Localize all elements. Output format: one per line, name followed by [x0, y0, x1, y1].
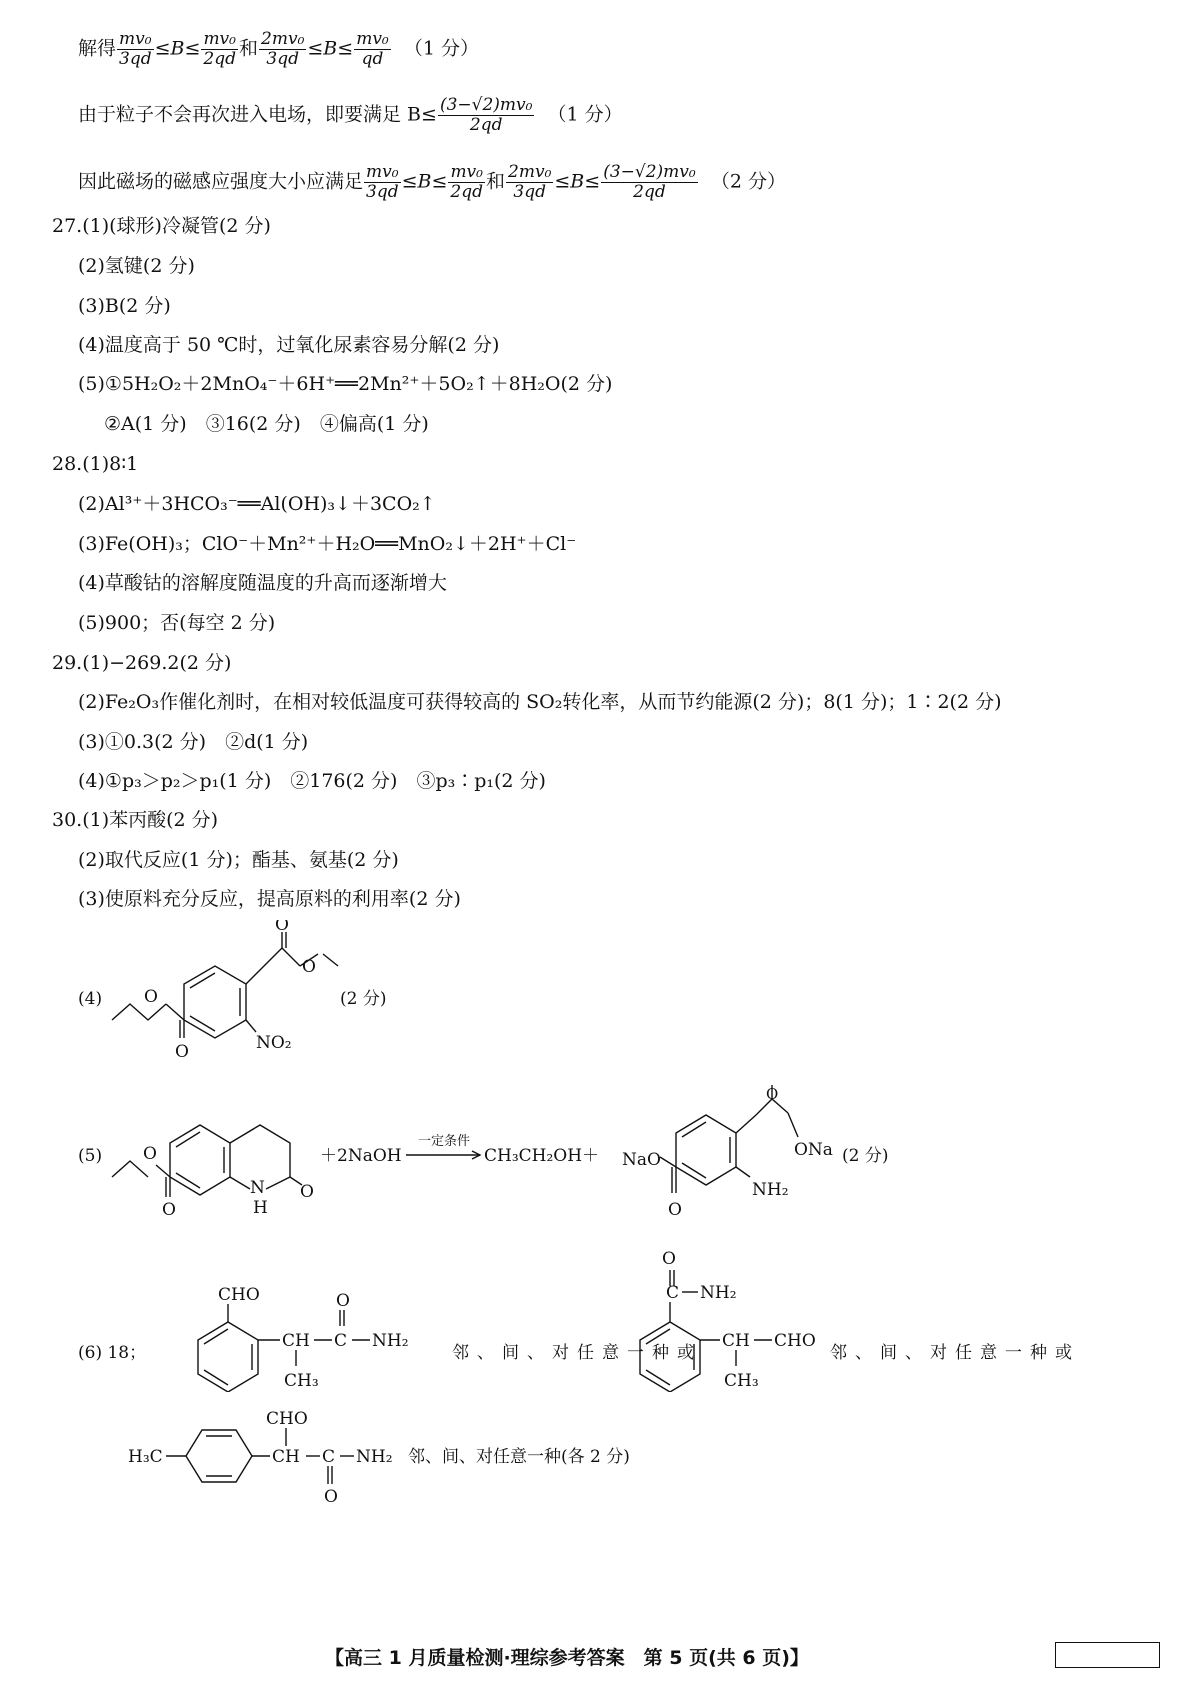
svg-text:NH₂: NH₂	[700, 1283, 737, 1303]
svg-text:O: O	[143, 1144, 157, 1164]
svg-text:(5): (5)	[78, 1146, 103, 1166]
q28-line-2: (2)Al³⁺＋3HCO₃⁻══Al(OH)₃↓＋3CO₂↑	[78, 493, 436, 515]
q30-part6-row1	[70, 1232, 1180, 1392]
q30-line-3: (3)使原料充分反应，提高原料的利用率(2 分)	[78, 888, 461, 910]
q30-part6-row2	[120, 1400, 720, 1530]
svg-text:O: O	[668, 1200, 682, 1220]
svg-text:O: O	[336, 1291, 350, 1311]
svg-text:NH₂: NH₂	[356, 1447, 393, 1467]
q27-line-2: (2)氢键(2 分)	[78, 255, 195, 277]
svg-text:邻、间、对任意一种或: 邻、间、对任意一种或	[452, 1343, 702, 1363]
svg-text:CH: CH	[282, 1331, 310, 1351]
svg-text:(2 分): (2 分)	[340, 989, 387, 1009]
physics-line-2: 由于粒子不会再次进入电场，即要满足 B≤ $\frac{\text{(3−√2)mv₀}}{2qd}$ （1 分）	[78, 95, 623, 135]
svg-text:NH₂: NH₂	[752, 1180, 789, 1200]
svg-text:N: N	[250, 1178, 265, 1198]
svg-text:C: C	[666, 1283, 680, 1303]
q29-line-1: 29.(1)−269.2(2 分)	[52, 652, 232, 674]
svg-text:一定条件: 一定条件	[418, 1134, 471, 1149]
svg-text:C: C	[322, 1447, 336, 1467]
q27-line-3: (3)B(2 分)	[78, 295, 171, 317]
q27-line-4: (4)温度高于 50 ℃时，过氧化尿素容易分解(2 分)	[78, 334, 500, 356]
q30-part4-structure	[70, 920, 430, 1080]
svg-text:O: O	[324, 1487, 338, 1507]
svg-text:邻、间、对任意一种(各 2 分): 邻、间、对任意一种(各 2 分)	[408, 1447, 630, 1467]
svg-text:O: O	[300, 1182, 314, 1202]
q29-line-2: (2)Fe₂O₃作催化剂时，在相对较低温度可获得较高的 SO₂转化率，从而节约能源(2 分)；8(1 分)；1∶2(2 分)	[78, 691, 1002, 713]
svg-text:ONa: ONa	[794, 1140, 833, 1160]
svg-text:NH₂: NH₂	[372, 1331, 409, 1351]
svg-text:O: O	[162, 1200, 176, 1220]
svg-text:H: H	[253, 1198, 268, 1218]
svg-text:(2 分): (2 分)	[842, 1146, 889, 1166]
physics-line-3: 因此磁场的磁感应强度大小应满足 $\frac{\text{mv₀}}{3qd}$ ≤B≤ $\frac{\text{mv₀}}{2qd}$ 和 $\frac{\text{2mv₀}}{3qd}$ ≤B≤ $\frac{\text{(3−√2)mv₀}}{2qd}$ （2 分）	[78, 162, 786, 202]
svg-text:CH₃: CH₃	[724, 1371, 759, 1391]
q28-line-3: (3)Fe(OH)₃；ClO⁻＋Mn²⁺＋H₂O══MnO₂↓＋2H⁺＋Cl⁻	[78, 533, 577, 555]
q27-line-1: 27.(1)(球形)冷凝管(2 分)	[52, 215, 271, 237]
svg-text:NaO: NaO	[622, 1150, 661, 1170]
footer-text: 【高三 1 月质量检测·理综参考答案 第 5 页(共 6 页)】	[325, 1647, 809, 1669]
svg-text:O: O	[275, 920, 289, 935]
q30-line-2: (2)取代反应(1 分)；酯基、氨基(2 分)	[78, 849, 399, 871]
svg-text:H₃C: H₃C	[128, 1447, 163, 1467]
svg-text:邻、间、对任意一种或: 邻、间、对任意一种或	[830, 1343, 1080, 1363]
svg-text:CHO: CHO	[266, 1409, 308, 1429]
q30-part4-label: (4)	[78, 989, 103, 1009]
q27-line-6: ②A(1 分) ③16(2 分) ④偏高(1 分)	[104, 413, 429, 435]
svg-text:CH: CH	[722, 1331, 750, 1351]
svg-text:(6) 18；: (6) 18；	[78, 1343, 147, 1363]
footer-code-box	[1055, 1642, 1160, 1668]
q27-line-5: (5)①5H₂O₂＋2MnO₄⁻＋6H⁺══2Mn²⁺＋5O₂↑＋8H₂O(2 分)	[78, 373, 613, 395]
svg-text:CHO: CHO	[218, 1285, 260, 1305]
svg-text:CH₃CH₂OH＋: CH₃CH₂OH＋	[484, 1146, 600, 1166]
q28-line-4: (4)草酸钴的溶解度随温度的升高而逐渐增大	[78, 572, 447, 594]
svg-text:O: O	[175, 1042, 189, 1062]
svg-text:O: O	[144, 987, 158, 1007]
q30-part5-reaction	[70, 1085, 1120, 1225]
q29-line-3: (3)①0.3(2 分) ②d(1 分)	[78, 731, 309, 753]
svg-text:O: O	[766, 1085, 779, 1103]
svg-text:O: O	[302, 957, 316, 977]
svg-text:＋2NaOH: ＋2NaOH	[320, 1146, 402, 1166]
q28-line-1: 28.(1)8∶1	[52, 453, 139, 475]
q28-line-5: (5)900；否(每空 2 分)	[78, 612, 276, 634]
q29-line-4: (4)①p₃＞p₂＞p₁(1 分) ②176(2 分) ③p₃∶p₁(2 分)	[78, 770, 546, 792]
physics-line-1: 解得 $\frac{\text{mv₀}}{3qd}$ ≤B≤ $\frac{\text{mv₀}}{2qd}$ 和 $\frac{\text{2mv₀}}{3qd}$ ≤B≤ $\frac{\text{mv₀}}{qd}$ （1 分）	[78, 29, 479, 69]
svg-text:CHO: CHO	[774, 1331, 816, 1351]
svg-text:CH₃: CH₃	[284, 1371, 319, 1391]
svg-text:CH: CH	[272, 1447, 300, 1467]
svg-text:O: O	[662, 1249, 676, 1269]
svg-text:NO₂: NO₂	[256, 1033, 292, 1053]
svg-text:C: C	[334, 1331, 348, 1351]
q30-line-1: 30.(1)苯丙酸(2 分)	[52, 809, 219, 831]
